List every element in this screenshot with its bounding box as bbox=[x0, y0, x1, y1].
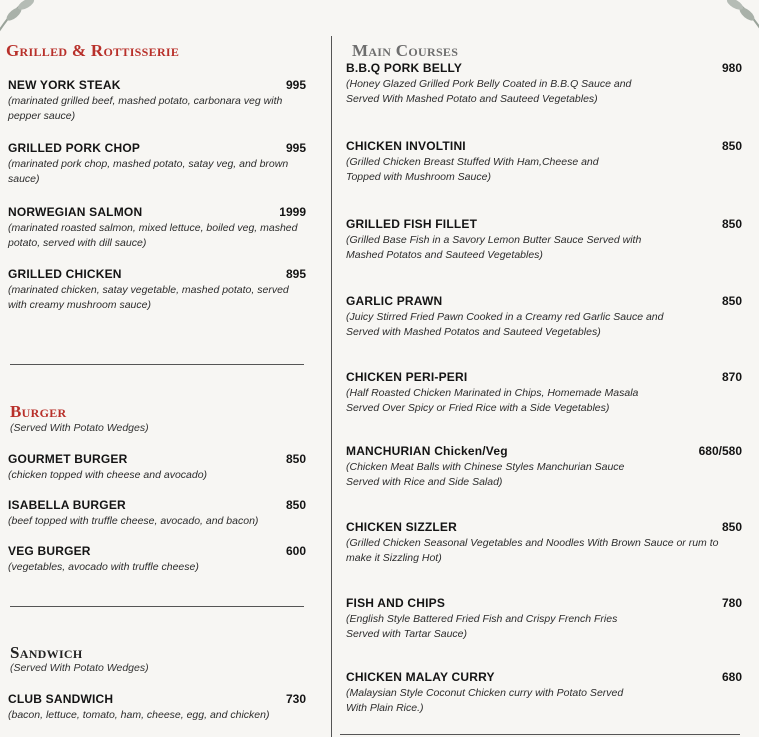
item-price: 780 bbox=[721, 596, 742, 610]
section-title-main-courses: Main Courses bbox=[352, 41, 459, 60]
item-name: CLUB SANDWICH bbox=[8, 692, 114, 706]
item-description: (English Style Battered Fried Fish and Crispy French Fries Served with Tartar Sauce) bbox=[346, 613, 618, 640]
menu-item bbox=[8, 78, 306, 124]
menu-item bbox=[346, 370, 742, 416]
item-price: 680 bbox=[721, 670, 742, 684]
menu-item bbox=[346, 596, 742, 642]
menu-item bbox=[346, 294, 742, 340]
item-price: 995 bbox=[285, 141, 306, 155]
item-description: (marinated chicken, satay vegetable, mashed potato, served with creamy mushroom sauce) bbox=[8, 284, 289, 311]
item-description: (marinated pork chop, mashed potato, satay veg, and brown sauce) bbox=[8, 158, 289, 185]
item-price: 850 bbox=[285, 498, 306, 512]
menu-item bbox=[8, 544, 306, 575]
item-description: (marinated grilled beef, mashed potato, carbonara veg with pepper sauce) bbox=[8, 95, 283, 122]
section-title-sandwich: Sandwich bbox=[10, 643, 83, 662]
section-divider bbox=[10, 364, 304, 365]
item-price: 850 bbox=[721, 520, 742, 534]
item-description: (Chicken Meat Balls with Chinese Styles Manchurian Sauce Served with Rice and Side Salad) bbox=[346, 461, 625, 488]
menu-item bbox=[346, 139, 742, 185]
item-name: NORWEGIAN SALMON bbox=[8, 205, 143, 219]
item-description: (marinated roasted salmon, mixed lettuce, boiled veg, mashed potato, served with dill sauce) bbox=[8, 222, 298, 249]
item-name: GARLIC PRAWN bbox=[346, 294, 443, 308]
item-price: 730 bbox=[285, 692, 306, 706]
section-title-grill: Grilled & Rottisserie bbox=[6, 41, 180, 60]
item-name: CHICKEN SIZZLER bbox=[346, 520, 457, 534]
menu-item bbox=[8, 205, 306, 251]
item-price: 680/580 bbox=[698, 444, 742, 458]
menu-item bbox=[346, 444, 742, 490]
menu-item bbox=[346, 217, 742, 263]
item-description: (Grilled Chicken Breast Stuffed With Ham,Cheese and Topped with Mushroom Sauce) bbox=[346, 156, 599, 183]
section-title-burger: Burger bbox=[10, 402, 67, 421]
item-price: 870 bbox=[721, 370, 742, 384]
menu-item bbox=[8, 692, 306, 723]
item-name: CHICKEN PERI-PERI bbox=[346, 370, 468, 384]
item-name: GRILLED PORK CHOP bbox=[8, 141, 141, 155]
item-price: 850 bbox=[721, 139, 742, 153]
menu-item bbox=[346, 670, 742, 716]
menu-item bbox=[8, 267, 306, 313]
item-name: MANCHURIAN Chicken/Veg bbox=[346, 444, 508, 458]
item-description: (Malaysian Style Coconut Chicken curry with Potato Served With Plain Rice.) bbox=[346, 687, 624, 714]
item-price: 850 bbox=[285, 452, 306, 466]
item-price: 600 bbox=[285, 544, 306, 558]
item-description: (chicken topped with cheese and avocado) bbox=[8, 469, 208, 481]
item-name: FISH AND CHIPS bbox=[346, 596, 446, 610]
item-description: (beef topped with truffle cheese, avocado, and bacon) bbox=[8, 515, 259, 527]
menu-item bbox=[8, 498, 306, 529]
section-subtitle: (Served With Potato Wedges) bbox=[10, 422, 149, 434]
item-price: 1999 bbox=[279, 205, 306, 219]
item-name: GRILLED CHICKEN bbox=[8, 267, 122, 281]
section-divider bbox=[340, 734, 740, 735]
section-subtitle: (Served With Potato Wedges) bbox=[10, 662, 149, 674]
item-price: 895 bbox=[285, 267, 306, 281]
item-name: ISABELLA BURGER bbox=[8, 498, 126, 512]
item-name: CHICKEN INVOLTINI bbox=[346, 139, 466, 153]
leaf-decoration-icon bbox=[0, 0, 54, 36]
leaf-decoration-icon bbox=[707, 0, 759, 36]
item-name: CHICKEN MALAY CURRY bbox=[346, 670, 495, 684]
menu-item bbox=[346, 520, 742, 566]
item-name: GRILLED FISH FILLET bbox=[346, 217, 478, 231]
item-description: (Grilled Base Fish in a Savory Lemon Butter Sauce Served with Mashed Potatos and Sauteed Vegetables) bbox=[346, 234, 642, 261]
item-name: GOURMET BURGER bbox=[8, 452, 128, 466]
item-description: (Half Roasted Chicken Marinated in Chips, Homemade Masala Served Over Spicy or Fried Rice with a Side Vegetables) bbox=[346, 387, 639, 414]
item-name: NEW YORK STEAK bbox=[8, 78, 121, 92]
item-description: (vegetables, avocado with truffle cheese) bbox=[8, 561, 199, 573]
menu-item bbox=[8, 141, 306, 187]
section-divider bbox=[10, 606, 304, 607]
item-description: (bacon, lettuce, tomato, ham, cheese, egg, and chicken) bbox=[8, 709, 270, 721]
item-name: VEG BURGER bbox=[8, 544, 91, 558]
item-price: 995 bbox=[285, 78, 306, 92]
item-description: (Juicy Stirred Fried Pawn Cooked in a Creamy red Garlic Sauce and Served with Mashed Potatos and Sauteed Vegetables) bbox=[346, 311, 664, 338]
item-name: B.B.Q PORK BELLY bbox=[346, 61, 463, 75]
menu-item bbox=[346, 61, 742, 107]
column-divider bbox=[331, 36, 332, 737]
item-price: 850 bbox=[721, 217, 742, 231]
item-description: (Grilled Chicken Seasonal Vegetables and Noodles With Brown Sauce or rum to make it Sizzling Hot) bbox=[346, 537, 719, 564]
item-description: (Honey Glazed Grilled Pork Belly Coated in B.B.Q Sauce and Served With Mashed Potato and Sauteed Vegetables) bbox=[346, 78, 632, 105]
menu-item bbox=[8, 452, 306, 483]
item-price: 850 bbox=[721, 294, 742, 308]
item-price: 980 bbox=[721, 61, 742, 75]
